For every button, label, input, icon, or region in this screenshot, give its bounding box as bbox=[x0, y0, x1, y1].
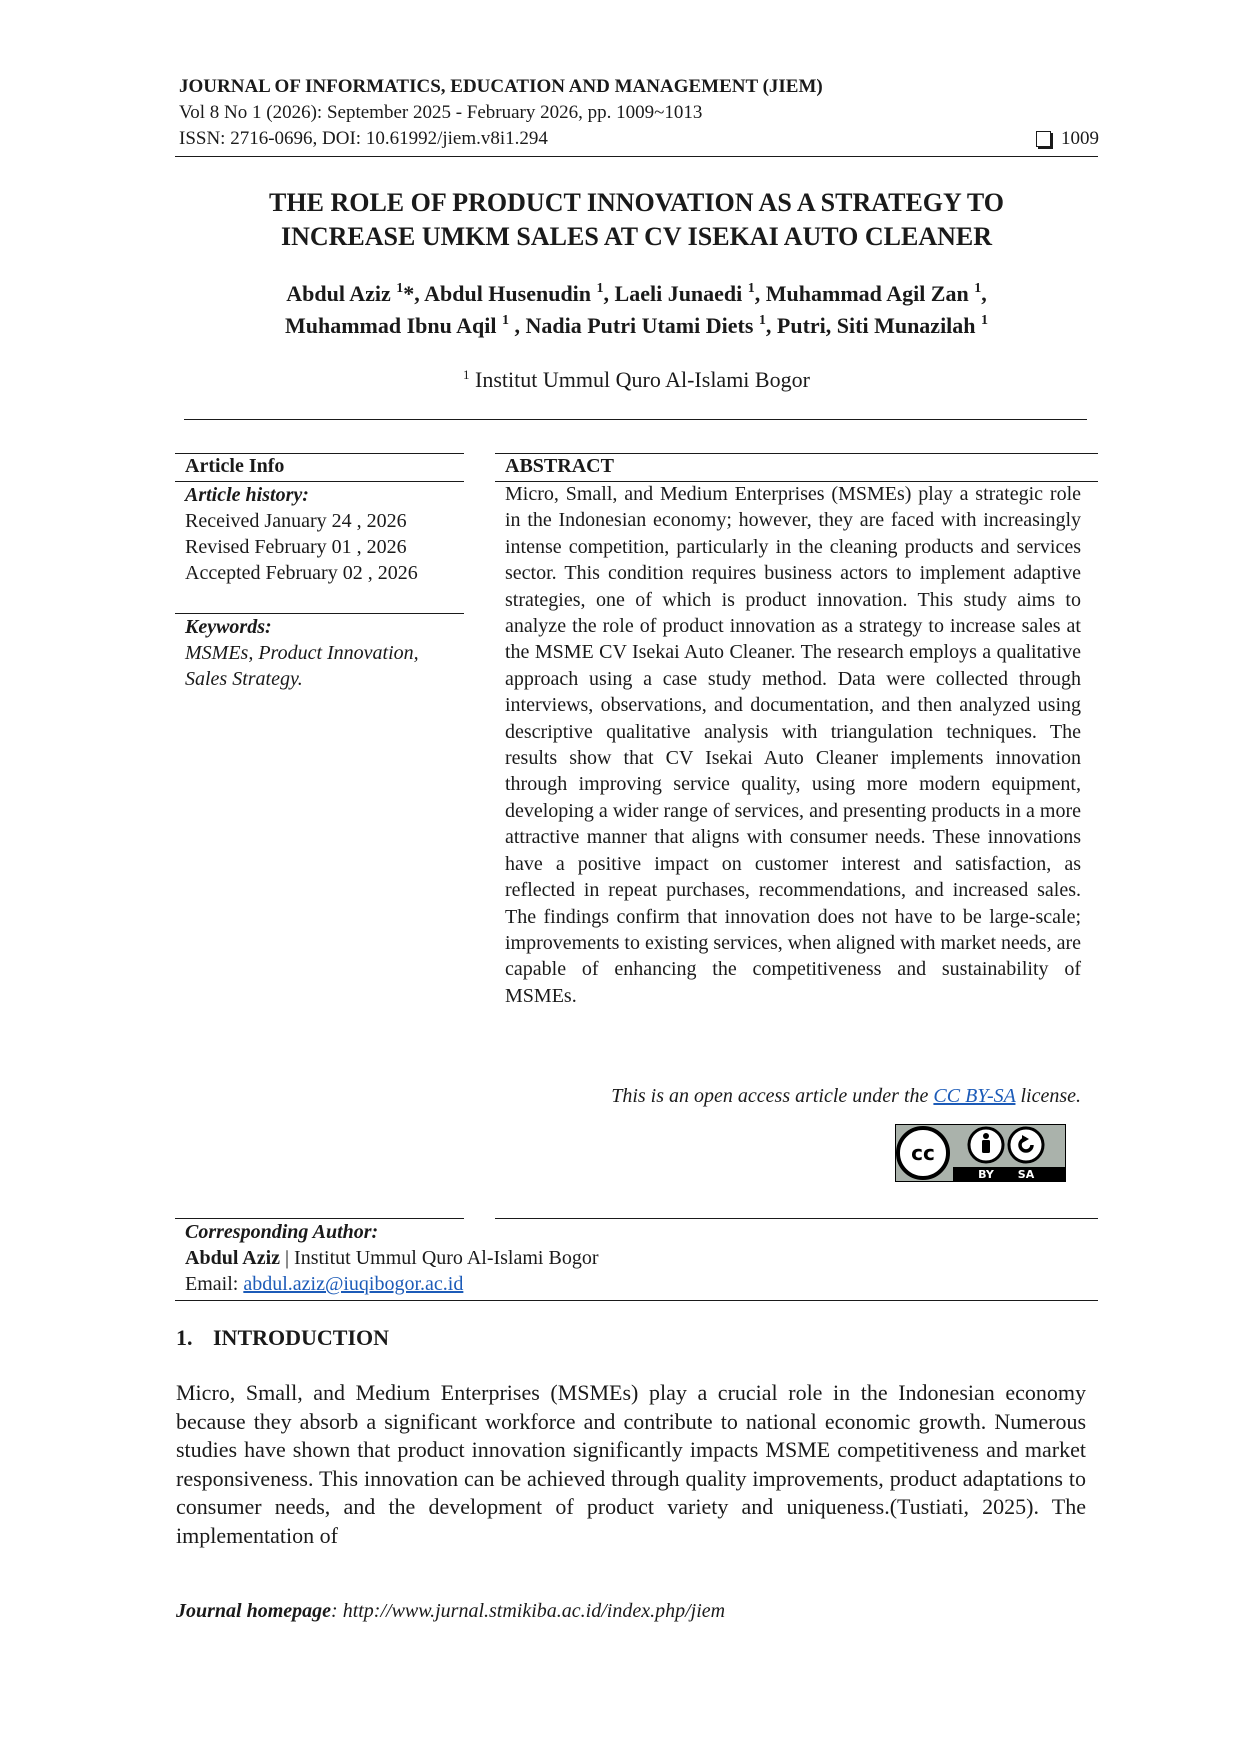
author-affil-mark: 1 bbox=[981, 313, 989, 328]
license-note bbox=[505, 1085, 1081, 1108]
author-name: , Laeli Junaedi bbox=[603, 281, 748, 306]
author-name: Abdul Husenudin bbox=[424, 281, 597, 306]
article-history bbox=[185, 482, 465, 586]
abstract-heading: ABSTRACT bbox=[505, 455, 614, 477]
keywords-line-2: Sales Strategy. bbox=[185, 668, 303, 690]
received-date: Received January 24 , 2026 bbox=[185, 510, 407, 532]
cc-by-sa-badge-icon[interactable] bbox=[895, 1124, 1066, 1182]
abstract-top-rule bbox=[495, 453, 1098, 454]
email-link[interactable]: abdul.aziz@iuqibogor.ac.id bbox=[243, 1273, 464, 1295]
author-separator: , bbox=[981, 281, 987, 306]
journal-issn-row bbox=[179, 126, 1099, 151]
affiliation-divider bbox=[184, 419, 1087, 420]
corresponding-author bbox=[185, 1245, 1085, 1271]
by-badge-text: BY bbox=[978, 1168, 994, 1181]
author-name: Abdul Aziz bbox=[286, 281, 397, 306]
author-line-2 bbox=[175, 310, 1098, 342]
corresponding-email-row bbox=[185, 1271, 1085, 1297]
keywords bbox=[185, 614, 465, 692]
info-top-rule bbox=[175, 453, 464, 454]
author-list bbox=[175, 278, 1098, 342]
license-link[interactable]: CC BY-SA bbox=[933, 1085, 1016, 1107]
corresponding-mark: *, bbox=[403, 281, 425, 306]
page-box-icon bbox=[1036, 131, 1051, 147]
corresponding-name: Abdul Aziz bbox=[185, 1247, 281, 1269]
corr-bottom-rule bbox=[175, 1300, 1098, 1301]
email-label: Email: bbox=[185, 1273, 244, 1295]
author-name: , Nadia Putri Utami Diets bbox=[508, 313, 759, 338]
corresponding-sep: | bbox=[280, 1247, 295, 1269]
corresponding-heading: Corresponding Author: bbox=[185, 1221, 379, 1243]
author-affil-mark: 1 bbox=[974, 281, 982, 296]
cc-badge-text: cc bbox=[911, 1141, 935, 1165]
history-label: Article history: bbox=[185, 484, 309, 506]
author-affil-mark: 1 bbox=[501, 313, 509, 328]
revised-date: Revised February 01 , 2026 bbox=[185, 536, 407, 558]
section-number: 1. bbox=[176, 1325, 193, 1350]
journal-volume: Vol 8 No 1 (2026): September 2025 - February 2026, pp. 1009~1013 bbox=[179, 102, 703, 123]
keywords-line-1: MSMEs, Product Innovation, bbox=[185, 642, 419, 664]
journal-homepage-footer bbox=[176, 1600, 725, 1623]
license-suffix: license. bbox=[1015, 1085, 1081, 1107]
accepted-date: Accepted February 02 , 2026 bbox=[185, 562, 418, 584]
paper-title-line-2: INCREASE UMKM SALES AT CV ISEKAI AUTO CLEANER bbox=[280, 222, 993, 251]
header-divider bbox=[175, 156, 1098, 157]
sa-badge-text: SA bbox=[1017, 1168, 1035, 1181]
introduction-paragraph: Micro, Small, and Medium Enterprises (MSMEs) play a crucial role in the Indonesian economy because they absorb a significant workforce and contribute to national economic growth. Numerous studies have shown that product innovation significantly impacts MSME competitiveness and market responsiveness. This innovation can be achieved through quality improvements, product adaptations to consumer needs, and the development of product variety and uniqueness.(Tustiati, 2025). The implementation of bbox=[176, 1380, 1086, 1548]
author-name: , Putri, Siti Munazilah bbox=[765, 313, 982, 338]
license-prefix: This is an open access article under the bbox=[611, 1085, 934, 1107]
footer-url: : http://www.jurnal.stmikiba.ac.id/index.php/jiem bbox=[331, 1600, 726, 1622]
affiliation-mark: 1 bbox=[463, 367, 470, 382]
keywords-label: Keywords: bbox=[185, 616, 272, 638]
journal-name: JOURNAL OF INFORMATICS, EDUCATION AND MANAGEMENT (JIEM) bbox=[179, 76, 823, 97]
page-number-value: 1009 bbox=[1061, 128, 1099, 149]
section-title: INTRODUCTION bbox=[213, 1325, 390, 1350]
author-affil-mark: 1 bbox=[396, 281, 404, 296]
abstract-text: Micro, Small, and Medium Enterprises (MSMEs) play a strategic role in the Indonesian economy; however, they are faced with increasingly intense competition, particularly in the cleaning products and services sector. This condition requires business actors to implement adaptive strategies, one of which is product innovation. This study aims to analyze the role of product innovation as a strategy to increase sales at the MSME CV Isekai Auto Cleaner. The research employs a qualitative approach using a case study method. Data were collected through interviews, observations, and documentation, and then analyzed using descriptive qualitative analysis with triangulation techniques. The results show that CV Isekai Auto Cleaner implements innovation through improving service quality, using more modern equipment, developing a wider range of services, and presenting products in a more attractive manner that aligns with consumer needs. These innovations have a positive impact on customer interest and satisfaction, as reflected in repeat purchases, recommendations, and increased sales. The findings confirm that innovation does not have to be large-scale; improvements to existing services, when aligned with market needs, are capable of enhancing the competitiveness and sustainability of MSMEs. bbox=[505, 483, 1081, 1007]
footer-label: Journal homepage bbox=[176, 1600, 332, 1622]
author-affil-mark: 1 bbox=[758, 313, 766, 328]
author-affil-mark: 1 bbox=[747, 281, 755, 296]
affiliation bbox=[175, 366, 1098, 394]
article-info-heading: Article Info bbox=[185, 455, 285, 477]
author-line-1 bbox=[175, 278, 1098, 310]
section-heading-introduction bbox=[176, 1325, 389, 1351]
page-number bbox=[1036, 126, 1099, 151]
author-name: Muhammad Ibnu Aqil bbox=[284, 313, 502, 338]
paper-title bbox=[175, 186, 1098, 254]
author-name: , Muhammad Agil Zan bbox=[754, 281, 975, 306]
affiliation-name: Institut Ummul Quro Al-Islami Bogor bbox=[469, 367, 810, 392]
journal-issn: ISSN: 2716-0696, DOI: 10.61992/jiem.v8i1.294 bbox=[179, 128, 548, 149]
paper-title-line-1: THE ROLE OF PRODUCT INNOVATION AS A STRATEGY TO bbox=[269, 188, 1004, 217]
author-affil-mark: 1 bbox=[596, 281, 604, 296]
corresponding-institution: Institut Ummul Quro Al-Islami Bogor bbox=[294, 1247, 599, 1269]
